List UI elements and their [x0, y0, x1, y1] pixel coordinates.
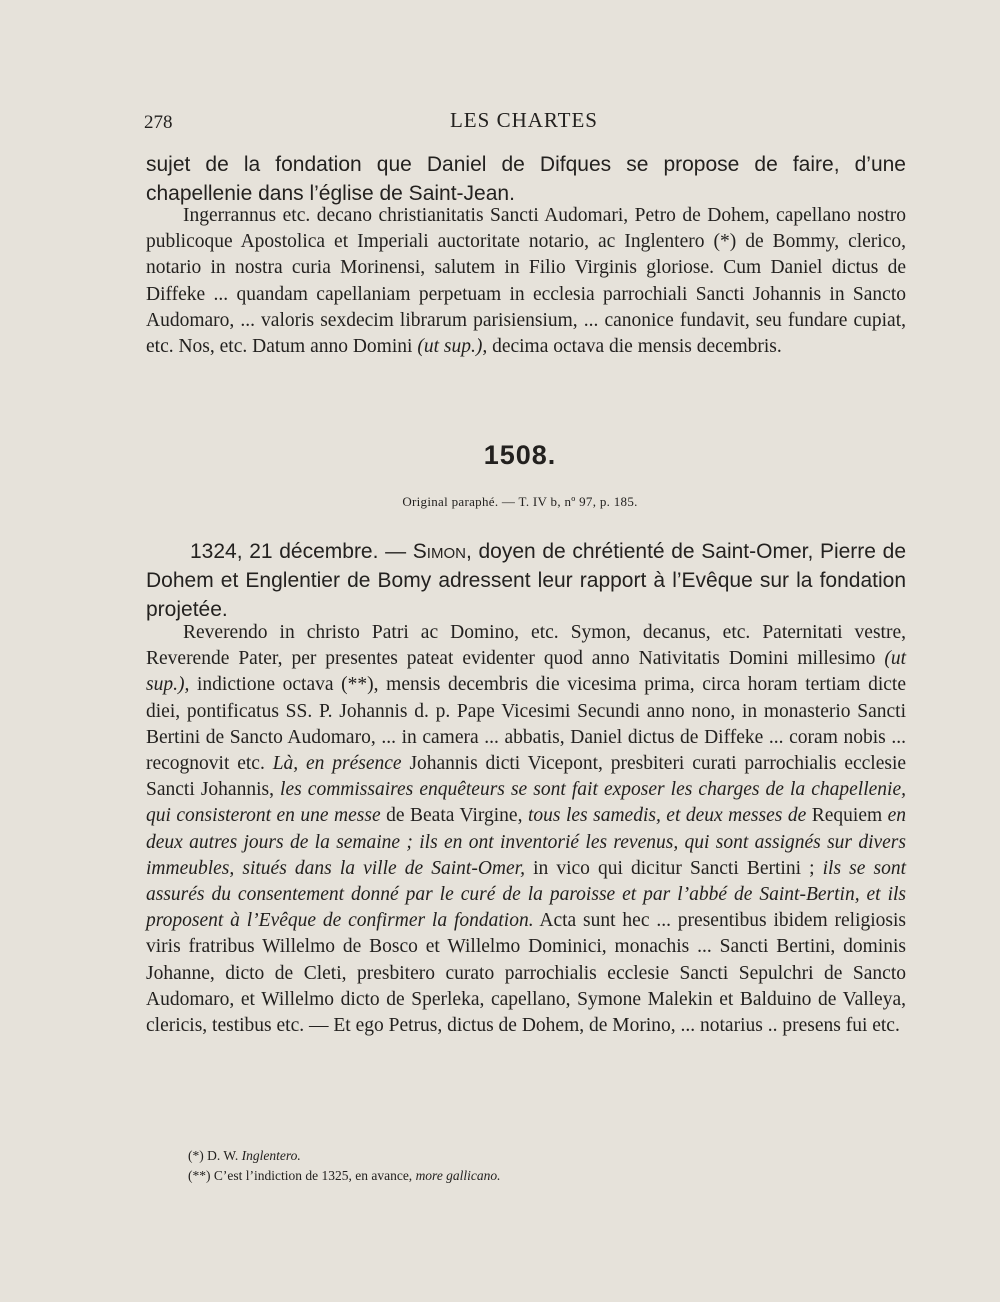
charter-2-seg-7: Acta sunt hec ... presentibus ibidem religiosis viris fratribus Willelmo de Bosco et Willelmo Dominici, monachis ... Sancti Bertini, dominis Johanne, dicto de Cleti, presbitero curato parrochialis ecclesie Sancti Sepulchri de Sancto Audomaro, et Willelmo dicto de Sperleka, capellano, Symone Malekin et Balduino de Valleya, clericis, testibus etc. — Et ego Petrus, dictus de Dohem, de Morino, ... notarius .. presens fui etc. [146, 910, 906, 1037]
entry-summary-paragraph [146, 537, 906, 624]
charter-2-italic-2: Là, en présence [272, 753, 402, 775]
entry-name: Simon, [412, 540, 472, 563]
running-head: LES CHARTES [449, 108, 598, 132]
source-reference: Original paraphé. — T. IV b, nº 97, p. 185. [402, 494, 638, 509]
charter-1-body: Ingerrannus etc. decano christianitatis Sancti Audomari, Petro de Dohem, capellano nostro publicoque Apostolica et Imperiali auctoritate notario, ac Inglentero (*) de Bommy, clerico, notario in nostra curia Morinensi, salutem in Filio Virginis gloriose. Cum Daniel dictus de Diffeke ... quandam capellaniam perpetuam in ecclesia parrochiali Sancti Johannis in Sancto Audomaro, ... valoris sexdecim librarum parisiensium, ... canonice fundavit, seu fundare cupiat, etc. Nos, etc. Datum anno Domini [146, 205, 906, 358]
entry-summary [146, 537, 906, 624]
charter-2-paragraph [146, 620, 906, 1039]
entry-summary-text: doyen de chrétienté de Saint-Omer, Pierre de Dohem et Englentier de Bomy adressent leur rapport à l’Evêque sur la fondation projetée. [146, 540, 906, 621]
charter-2-seg-5: Requiem [811, 805, 883, 827]
footnote-2 [188, 1166, 788, 1186]
charter-2-italic-4: tous les samedis, et deux messes de [527, 805, 807, 827]
footnote-2-italic: more gallicano. [415, 1168, 501, 1183]
charter-2-seg-4: de Beata Virgine, [386, 805, 523, 827]
charter-1-end: decima octava die mensis decembris. [492, 336, 782, 358]
page-number: 278 [144, 112, 173, 133]
charter-1-italic: (ut sup.), [417, 336, 488, 358]
charter-text-1 [146, 203, 906, 360]
charter-2-seg-1: Reverendo in christo Patri ac Domino, etc. Symon, decanus, etc. Paternitati vestre, Reverende Pater, per presentes pateat evidenter quod anno Nativitatis Domini millesimo [146, 622, 906, 670]
charter-2-italic-1: (ut sup.), [146, 648, 907, 696]
charter-text-2 [146, 620, 906, 1039]
footnotes [188, 1146, 788, 1186]
top-summary [146, 150, 906, 208]
charter-2-seg-6: in vico qui dicitur Sancti Bertini ; [533, 857, 815, 879]
charter-number: 1508. [483, 440, 557, 470]
top-summary-text: sujet de la fondation que Daniel de Difques se propose de faire, d’une chapellenie dans l’église de Saint-Jean. [146, 153, 906, 205]
page-header [144, 108, 904, 138]
footnote-1-italic: Inglentero. [241, 1148, 301, 1163]
footnote-1 [188, 1146, 788, 1166]
footnote-2-text: (**) C’est l’indiction de 1325, en avance, [188, 1168, 413, 1183]
charter-2-seg-2: indictione octava (**), mensis decembris die vicesima prima, circa horam tertiam dicte diei, pontificatus SS. P. Johannis d. p. Pape Vicesimi Secundi anno nono, in monasterio Sancti Bertini de Sancto Audomaro, ... in camera ... abbatis, Daniel dictus de Diffeke ... coram nobis ... recognovit etc. [146, 674, 906, 775]
charter-2-italic-6: ils se sont assurés du consentement donné par le curé de la paroisse et par l’abbé de Saint-Bertin, et ils proposent à l’Evêque de confirmer la fondation. [146, 857, 907, 932]
charter-2-italic-5: en deux autres jours de la semaine ; ils en ont inventorié les revenus, qui sont assignés sur divers immeubles, situés dans la ville de Saint-Omer, [146, 805, 907, 879]
footnote-1-text: (*) D. W. [188, 1148, 239, 1163]
charter-2-italic-3: les commissaires enquêteurs se sont fait exposer les charges de la chapellenie, qui consisteront en une messe [146, 779, 906, 827]
entry-date: 1324, 21 décembre. — [190, 540, 407, 563]
charter-2-seg-3: Johannis dicti Vicepont, presbiteri curati parrochialis ecclesie Sancti Johannis, [146, 753, 907, 801]
charter-1-paragraph [146, 203, 906, 360]
